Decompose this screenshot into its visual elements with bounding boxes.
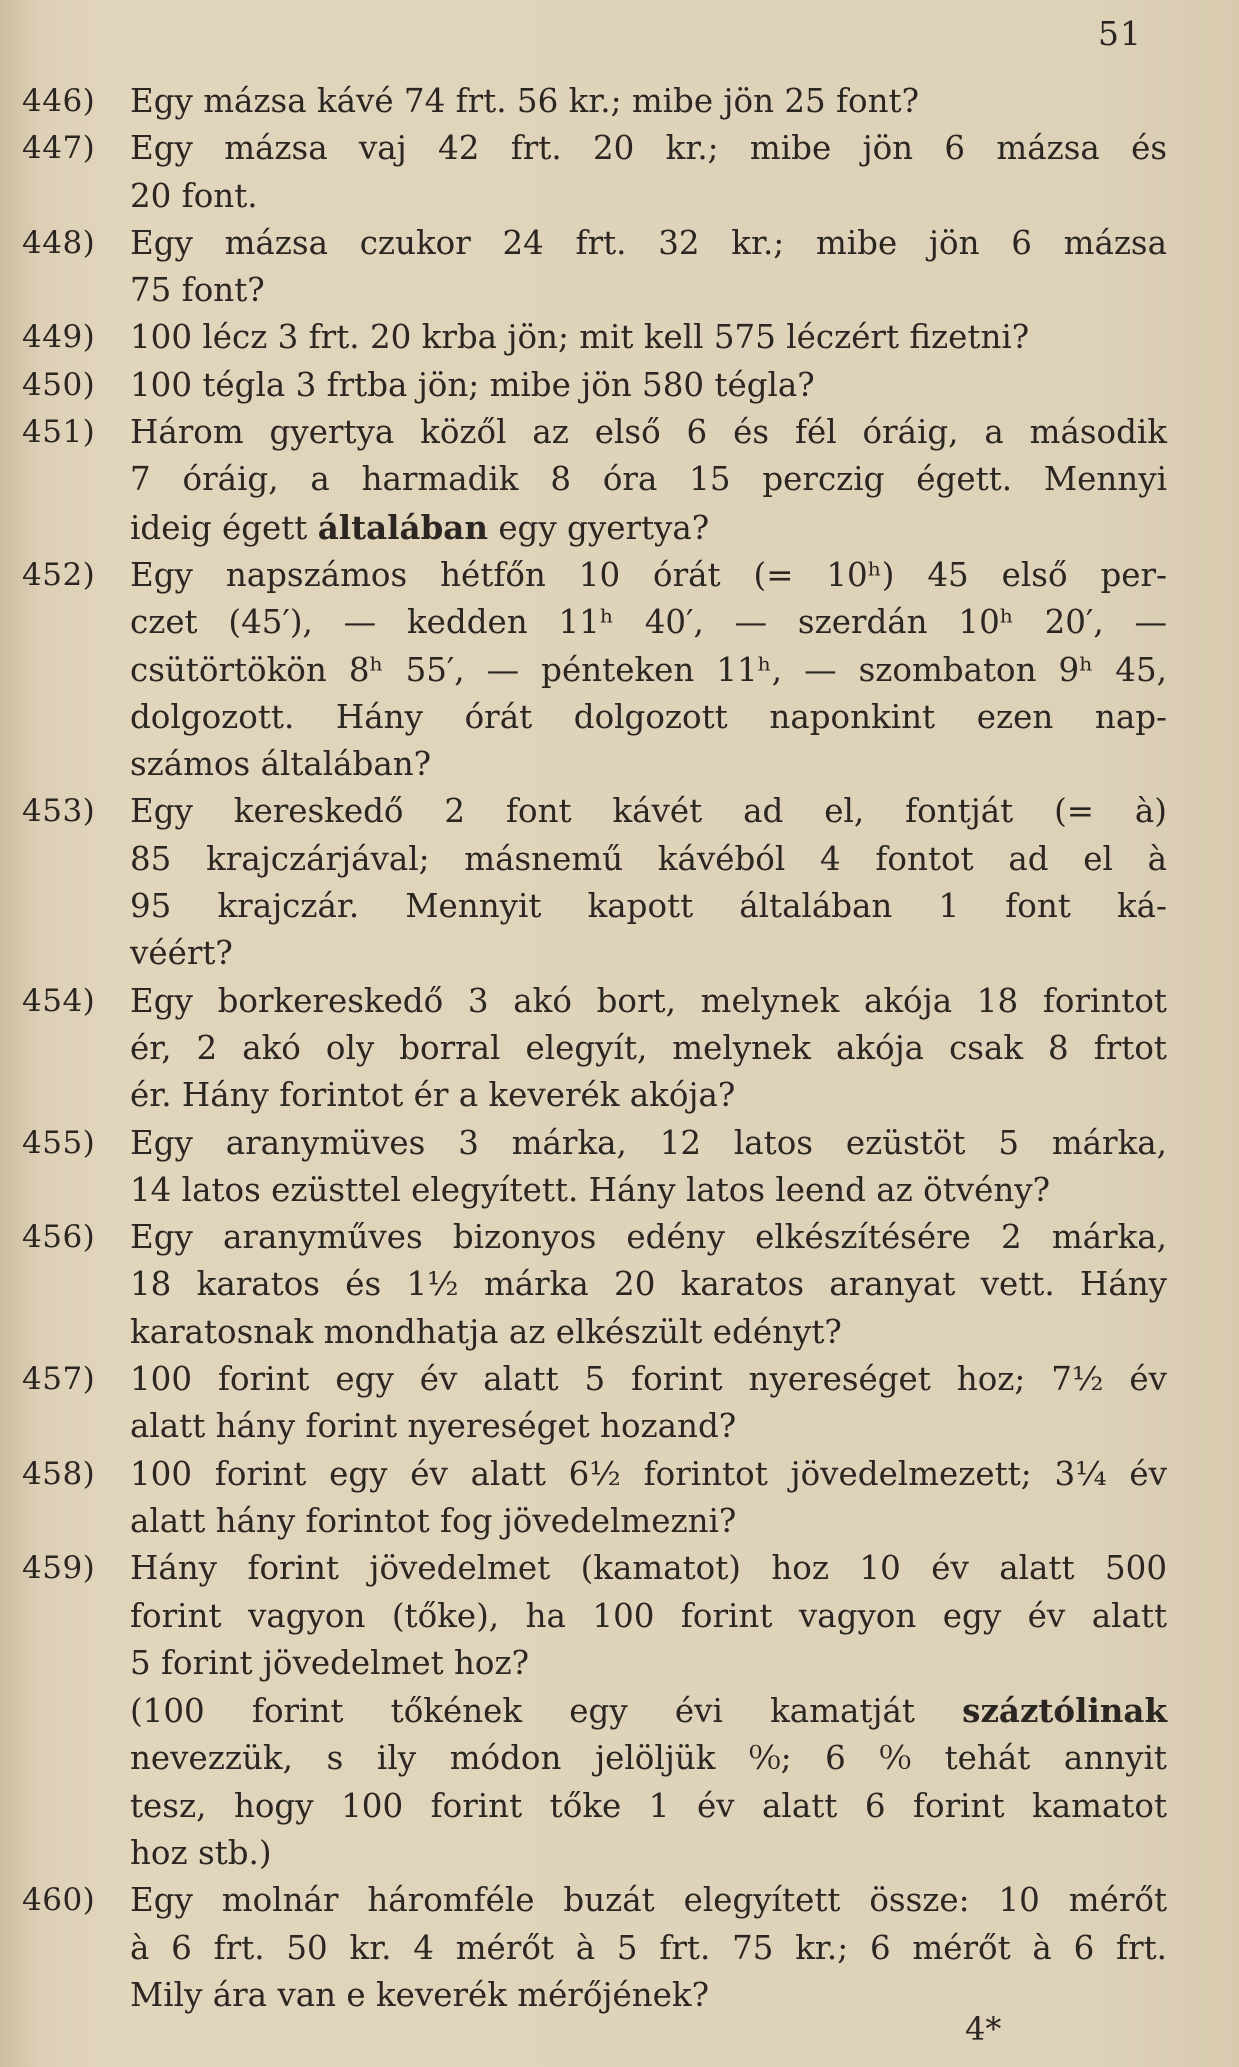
line-with-emphasis: ideig égett általában egy gyertya? — [130, 507, 710, 547]
problem-text: Hány forint jövedelmet (kamatot) hoz 10 év alatt 500 forint vagyon (tőke), ha 100 forint vagyon egy év alatt 5 forint jövedelmet hoz? (100 forint tőkének egy évi kamatját száztólinak nevezzük, s ily módon jelöljük ⁰⁄₀; 6 ⁰⁄₀ tehát annyit tesz, hogy 100 forint tőke 1 év alatt 6 forint kamatot hoz stb.) — [130, 1549, 1167, 1872]
problem-text: Egy napszámos hétfőn 10 órát (= 10ʰ) 45 első per- czet (45′), — kedden 11ʰ 40′, — szerdán 10ʰ 20′, — csütörtökön 8ʰ 55′, — pénteken 11ʰ, — szombaton 9ʰ 45, dolgozott. Hány órát dolgozott naponkint ezen nap- számos általában? — [130, 555, 1167, 784]
problem-448 — [22, 220, 1167, 315]
problem-450 — [22, 362, 1167, 409]
problem-text: Egy borkereskedő 3 akó bort, melynek akója 18 forintot ér, 2 akó oly borral elegyít, melynek akója csak 8 frtot ér. Hány forintot ér a keverék akója? — [130, 981, 1167, 1115]
problem-text: Három gyertya közől az első 6 és fél óráig, a második 7 óráig, a harmadik 8 óra 15 perczig égett. Mennyi ideig égett általában egy gyertya? — [130, 409, 1167, 552]
problem-447 — [22, 125, 1167, 220]
problem-number: 460) — [22, 1882, 96, 1919]
problem-number: 459) — [22, 1550, 96, 1587]
problem-459 — [22, 1545, 1167, 1877]
problem-list — [22, 78, 1167, 2019]
problem-text: Egy mázsa czukor 24 frt. 32 kr.; mibe jön 6 mázsa 75 font? — [130, 223, 1167, 310]
problem-456 — [22, 1214, 1167, 1356]
problem-text: Egy mázsa vaj 42 frt. 20 kr.; mibe jön 6 mázsa és 20 font. — [130, 129, 1167, 215]
page-number: 51 — [1098, 14, 1142, 53]
problem-number: 451) — [22, 414, 96, 451]
problem-449 — [22, 314, 1167, 361]
problem-number: 447) — [22, 130, 96, 167]
problem-number: 454) — [22, 982, 96, 1019]
problem-number: 458) — [22, 1455, 96, 1492]
signature-mark: 4* — [965, 2010, 1002, 2048]
problem-number: 452) — [22, 556, 96, 593]
problem-number: 453) — [22, 793, 96, 830]
problem-458 — [22, 1451, 1167, 1546]
problem-text: Egy mázsa kávé 74 frt. 56 kr.; mibe jön 25 font? — [130, 82, 920, 120]
problem-text: 100 lécz 3 frt. 20 krba jön; mit kell 575 léczért fizetni? — [130, 318, 1030, 357]
emphasis: száztólinak — [962, 1691, 1167, 1731]
problem-number: 448) — [22, 224, 96, 261]
problem-number: 446) — [22, 83, 96, 119]
problem-451 — [22, 409, 1167, 552]
problem-text: Egy aranyműves bizonyos edény elkészítésére 2 márka, 18 karatos és 1½ márka 20 karatos aranyat vett. Hány karatosnak mondhatja az elkészült edényt? — [130, 1218, 1167, 1351]
problem-text: Egy kereskedő 2 font kávét ad el, fontját (= à) 85 krajczárjával; másnemű kávéból 4 fontot ad el à 95 krajczár. Mennyit kapott általában 1 font ká- véért? — [130, 792, 1167, 973]
problem-text: 100 tégla 3 frtba jön; mibe jön 580 tégla? — [130, 365, 815, 404]
problem-text: 100 forint egy év alatt 6½ forintot jövedelmezett; 3¼ év alatt hány forintot fog jövedelmezni? — [130, 1454, 1167, 1540]
problem-452 — [22, 552, 1167, 788]
problem-number: 450) — [22, 366, 96, 403]
problem-453 — [22, 788, 1167, 977]
problem-number: 456) — [22, 1219, 96, 1256]
problem-460 — [22, 1877, 1167, 2019]
emphasis: általában — [317, 507, 488, 547]
problem-text: Egy molnár háromféle buzát elegyített össze: 10 mérőt à 6 frt. 50 kr. 4 mérőt à 5 frt. 75 kr.; 6 mérőt à 6 frt. Mily ára van e keverék mérőjének? — [130, 1881, 1167, 2014]
problem-454 — [22, 978, 1167, 1120]
problem-number: 457) — [22, 1361, 96, 1398]
problem-number: 449) — [22, 319, 96, 356]
problem-text: 100 forint egy év alatt 5 forint nyereséget hoz; 7½ év alatt hány forint nyereséget hozand? — [130, 1360, 1167, 1446]
problem-number: 455) — [22, 1124, 96, 1161]
note-line-with-emphasis: (100 forint tőkének egy évi kamatját száztólinak — [130, 1691, 1167, 1731]
problem-text: Egy aranymüves 3 márka, 12 latos ezüstöt 5 márka, 14 latos ezüsttel elegyített. Hány latos leend az ötvény? — [130, 1123, 1167, 1209]
problem-446 — [22, 78, 1167, 125]
problem-457 — [22, 1356, 1167, 1451]
problem-455 — [22, 1120, 1167, 1215]
